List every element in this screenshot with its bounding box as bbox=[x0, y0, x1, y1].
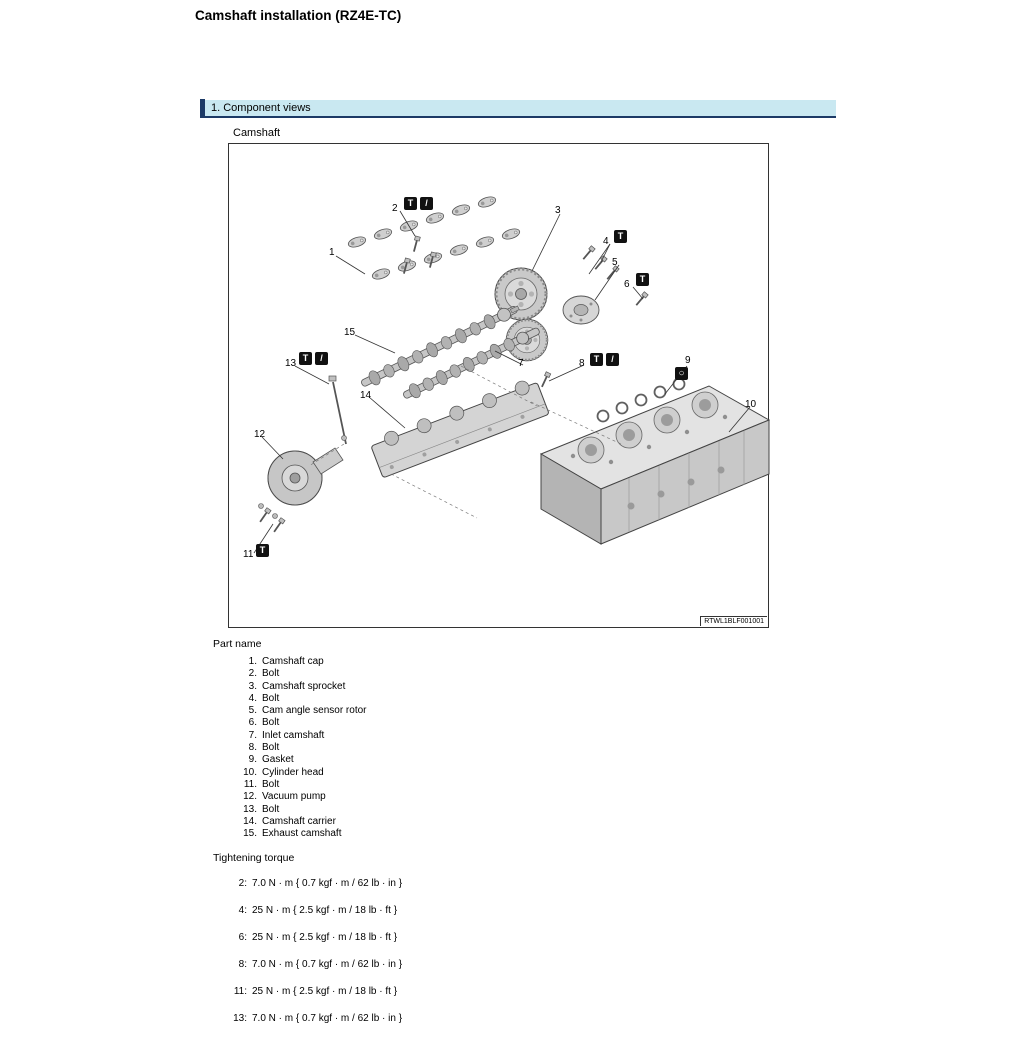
torque-spec bbox=[225, 905, 693, 916]
torque-ref: 8: bbox=[238, 959, 247, 970]
callout-13: 13 bbox=[285, 358, 297, 369]
part-list-item bbox=[235, 816, 633, 828]
part-name: Camshaft cap bbox=[262, 656, 324, 667]
callout-2: 2 bbox=[392, 203, 398, 214]
torque-spec bbox=[225, 878, 693, 889]
part-name: Exhaust camshaft bbox=[262, 828, 342, 840]
torque-value: 7.0 N · m { 0.7 kgf · m / 62 lb · in } bbox=[252, 878, 403, 889]
part-name-heading: Part name bbox=[213, 638, 262, 650]
torque-icon: T bbox=[636, 273, 649, 286]
part-list-item bbox=[235, 730, 633, 742]
part-number: 5. bbox=[248, 705, 257, 717]
tightening-torque-heading: Tightening torque bbox=[213, 852, 295, 864]
torque-value: 25 N · m { 2.5 kgf · m / 18 lb · ft } bbox=[252, 905, 398, 916]
part-name: Bolt bbox=[262, 668, 280, 680]
part-list-item bbox=[235, 804, 633, 816]
section-accent-bar bbox=[200, 99, 205, 117]
part-number: 13. bbox=[243, 803, 257, 815]
part-list bbox=[235, 656, 633, 840]
part-name: Bolt bbox=[262, 692, 280, 704]
part-number: 11. bbox=[243, 778, 257, 790]
callout-11: 11 bbox=[243, 549, 254, 560]
callout-5: 5 bbox=[612, 257, 618, 268]
part-list-item bbox=[235, 779, 633, 791]
figure-code: RTWL1BLF001001 bbox=[700, 616, 767, 626]
part-number: 1. bbox=[248, 656, 257, 667]
part-list-item bbox=[235, 705, 633, 717]
section-header bbox=[200, 100, 836, 118]
part-name: Bolt bbox=[262, 803, 280, 815]
torque-icon: T bbox=[256, 544, 269, 557]
apply-icon: / bbox=[315, 352, 328, 365]
part-number: 10. bbox=[243, 766, 257, 778]
part-list-item bbox=[235, 668, 633, 680]
callout-8: 8 bbox=[579, 358, 585, 369]
part-number: 3. bbox=[248, 680, 257, 692]
torque-value: 7.0 N · m { 0.7 kgf · m / 62 lb · in } bbox=[252, 1013, 403, 1024]
torque-icon: T bbox=[614, 230, 627, 243]
torque-value: 25 N · m { 2.5 kgf · m / 18 lb · ft } bbox=[252, 986, 398, 997]
part-list-item bbox=[235, 767, 633, 779]
callout-14: 14 bbox=[360, 390, 372, 401]
torque-list bbox=[225, 878, 693, 1024]
part-name: Cam angle sensor rotor bbox=[262, 705, 367, 717]
apply-icon: / bbox=[420, 197, 433, 210]
torque-value: 25 N · m { 2.5 kgf · m / 18 lb · ft } bbox=[252, 932, 398, 943]
part-list-item bbox=[235, 656, 633, 668]
torque-icon: T bbox=[590, 353, 603, 366]
part-name: Cylinder head bbox=[262, 766, 324, 778]
part-name: Camshaft sprocket bbox=[262, 680, 346, 692]
exploded-view-illustration bbox=[229, 144, 770, 629]
part-name: Bolt bbox=[262, 742, 280, 754]
callout-4: 4 bbox=[603, 236, 609, 247]
part-list-item bbox=[235, 717, 633, 729]
part-list-item bbox=[235, 693, 633, 705]
torque-ref: 2: bbox=[238, 878, 247, 889]
callout-10: 10 bbox=[745, 399, 757, 410]
torque-icon: T bbox=[299, 352, 312, 365]
tightening-torque-section bbox=[213, 852, 693, 1040]
part-number: 7. bbox=[248, 729, 257, 741]
diagram-label: Camshaft bbox=[233, 127, 281, 139]
part-name-section bbox=[213, 638, 633, 840]
torque-icon: T bbox=[404, 197, 417, 210]
part-list-item bbox=[235, 742, 633, 754]
part-number: 4. bbox=[248, 692, 257, 704]
torque-value: 7.0 N · m { 0.7 kgf · m / 62 lb · in } bbox=[252, 959, 403, 970]
part-name: Gasket bbox=[262, 754, 294, 766]
part-number: 6. bbox=[248, 717, 257, 729]
part-name: Bolt bbox=[262, 717, 280, 729]
seal-icon: ○ bbox=[675, 367, 688, 380]
torque-spec bbox=[225, 986, 693, 997]
part-name: Vacuum pump bbox=[262, 791, 326, 803]
part-number: 8. bbox=[248, 742, 257, 754]
callout-9: 9 bbox=[685, 355, 691, 366]
part-list-item bbox=[235, 754, 633, 766]
apply-icon: / bbox=[606, 353, 619, 366]
callout-12: 12 bbox=[254, 429, 266, 440]
torque-ref: 11: bbox=[233, 986, 247, 997]
part-number: 15. bbox=[243, 828, 257, 840]
callout-6: 6 bbox=[624, 279, 630, 290]
callout-15: 15 bbox=[344, 327, 356, 338]
part-name: Inlet camshaft bbox=[262, 729, 325, 741]
torque-ref: 6: bbox=[238, 932, 247, 943]
torque-spec bbox=[225, 1013, 693, 1024]
part-number: 9. bbox=[248, 754, 257, 766]
page-title: Camshaft installation (RZ4E-TC) bbox=[195, 8, 402, 23]
part-list-item bbox=[235, 681, 633, 693]
callout-1: 1 bbox=[329, 247, 335, 258]
section-title: 1. Component views bbox=[211, 102, 311, 114]
part-list-item bbox=[235, 828, 633, 840]
torque-ref: 13: bbox=[233, 1013, 247, 1024]
part-name: Bolt bbox=[262, 778, 280, 790]
part-list-item bbox=[235, 791, 633, 803]
torque-spec bbox=[225, 932, 693, 943]
part-number: 2. bbox=[248, 668, 257, 680]
torque-ref: 4: bbox=[238, 905, 247, 916]
part-number: 14. bbox=[243, 815, 257, 827]
callout-7: 7 bbox=[518, 358, 524, 369]
torque-spec bbox=[225, 959, 693, 970]
part-name: Camshaft carrier bbox=[262, 815, 336, 827]
component-view-diagram bbox=[228, 143, 769, 628]
callout-3: 3 bbox=[555, 205, 561, 216]
part-number: 12. bbox=[243, 791, 257, 803]
